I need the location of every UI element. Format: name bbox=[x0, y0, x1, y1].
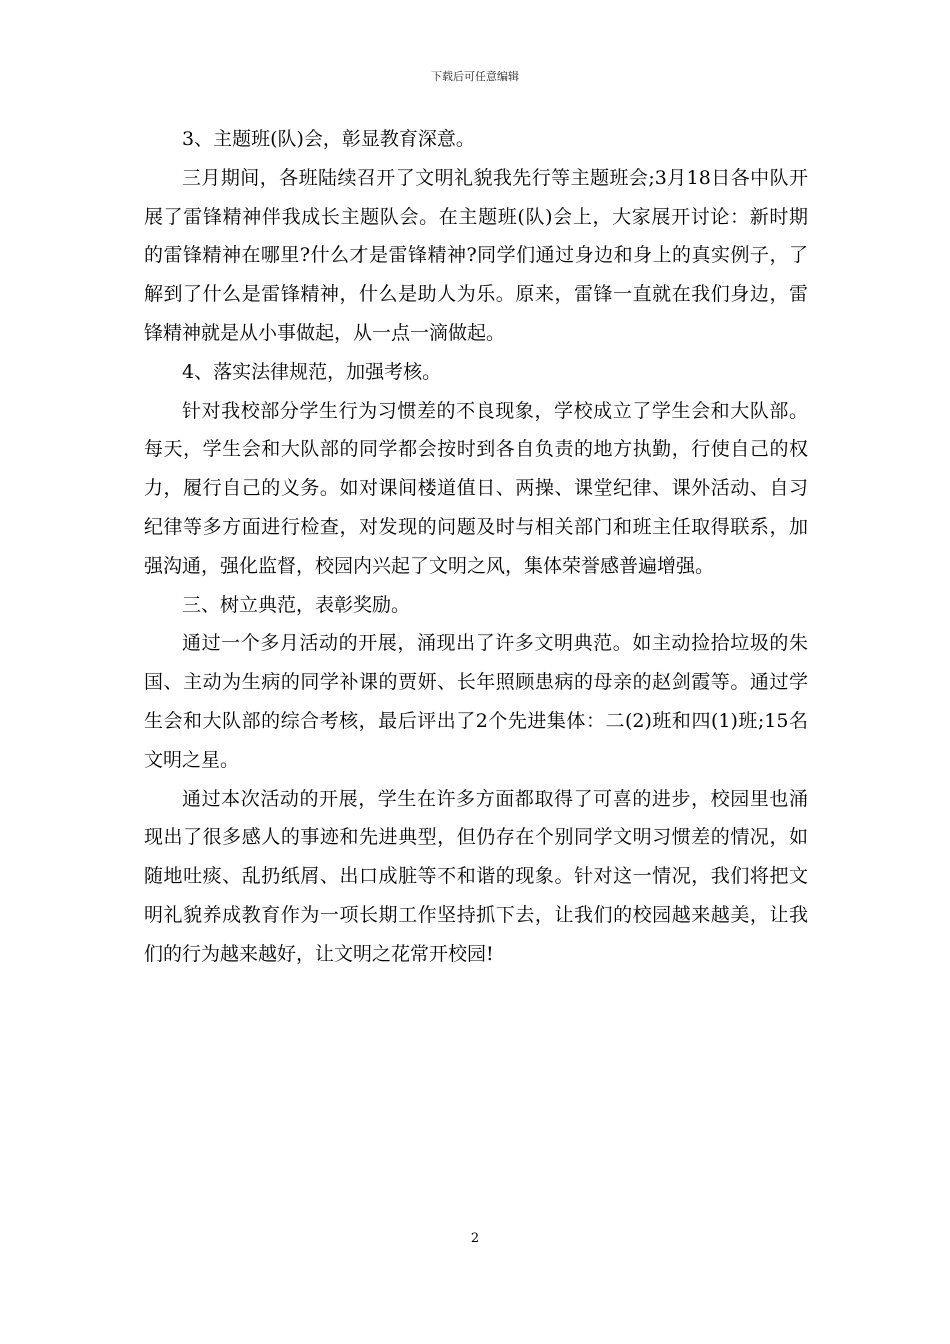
section-heading: 4、落实法律规范，加强考核。 bbox=[182, 360, 442, 383]
paragraph-line: 通过一个多月活动的开展，涌现出了许多文明典范。如主动捡拾垃圾的朱 bbox=[182, 632, 808, 655]
paragraph-line: 针对我校部分学生行为习惯差的不良现象，学校成立了学生会和大队部。 bbox=[182, 399, 808, 422]
paragraph-line: 生会和大队部的综合考核，最后评出了2个先进集体：二(2)班和四(1)班;15名 bbox=[144, 709, 808, 732]
paragraph-line: 强沟通，强化监督，校园内兴起了文明之风，集体荣誉感普遍增强。 bbox=[144, 554, 715, 577]
paragraph-line: 解到了什么是雷锋精神，什么是助人为乐。原来，雷锋一直就在我们身边，雷 bbox=[144, 283, 808, 306]
paragraph-line: 国、主动为生病的同学补课的贾妍、长年照顾患病的母亲的赵剑霞等。通过学 bbox=[144, 671, 808, 694]
paragraph-line: 纪律等多方面进行检查，对发现的问题及时与相关部门和班主任取得联系，加 bbox=[144, 515, 808, 538]
paragraph-line: 三月期间，各班陆续召开了文明礼貌我先行等主题班会;3月18日各中队开 bbox=[182, 166, 808, 189]
paragraph-line: 通过本次活动的开展，学生在许多方面都取得了可喜的进步，校园里也涌 bbox=[182, 787, 808, 810]
paragraph-line: 每天，学生会和大队部的同学都会按时到各自负责的地方执勤，行使自己的权 bbox=[144, 438, 808, 461]
paragraph-line: 们的行为越来越好，让文明之花常开校园! bbox=[144, 942, 494, 965]
paragraph-line: 文明之星。 bbox=[144, 748, 240, 771]
page-header: 下载后可任意编辑 bbox=[431, 70, 519, 83]
section-heading: 3、主题班(队)会，彰显教育深意。 bbox=[182, 128, 475, 150]
page-number: 2 bbox=[470, 1231, 480, 1246]
paragraph-line: 随地吐痰、乱扔纸屑、出口成脏等不和谐的现象。针对这一情况，我们将把文 bbox=[144, 865, 808, 888]
paragraph-line: 展了雷锋精神伴我成长主题队会。在主题班(队)会上，大家展开讨论：新时期 bbox=[144, 205, 808, 228]
paragraph-line: 力，履行自己的义务。如对课间楼道值日、两操、课堂纪律、课外活动、自习 bbox=[144, 477, 808, 500]
paragraph-line: 明礼貌养成教育作为一项长期工作坚持抓下去，让我们的校园越来越美，让我 bbox=[144, 903, 808, 926]
body-text bbox=[144, 120, 808, 974]
paragraph-line: 的雷锋精神在哪里?什么才是雷锋精神?同学们通过身边和身上的真实例子，了 bbox=[144, 244, 808, 267]
paragraph-line: 现出了很多感人的事迹和先进典型，但仍存在个别同学文明习惯差的情况，如 bbox=[144, 826, 808, 849]
paragraph-line: 锋精神就是从小事做起，从一点一滴做起。 bbox=[144, 321, 506, 344]
section-heading: 三、树立典范，表彰奖励。 bbox=[182, 593, 411, 616]
